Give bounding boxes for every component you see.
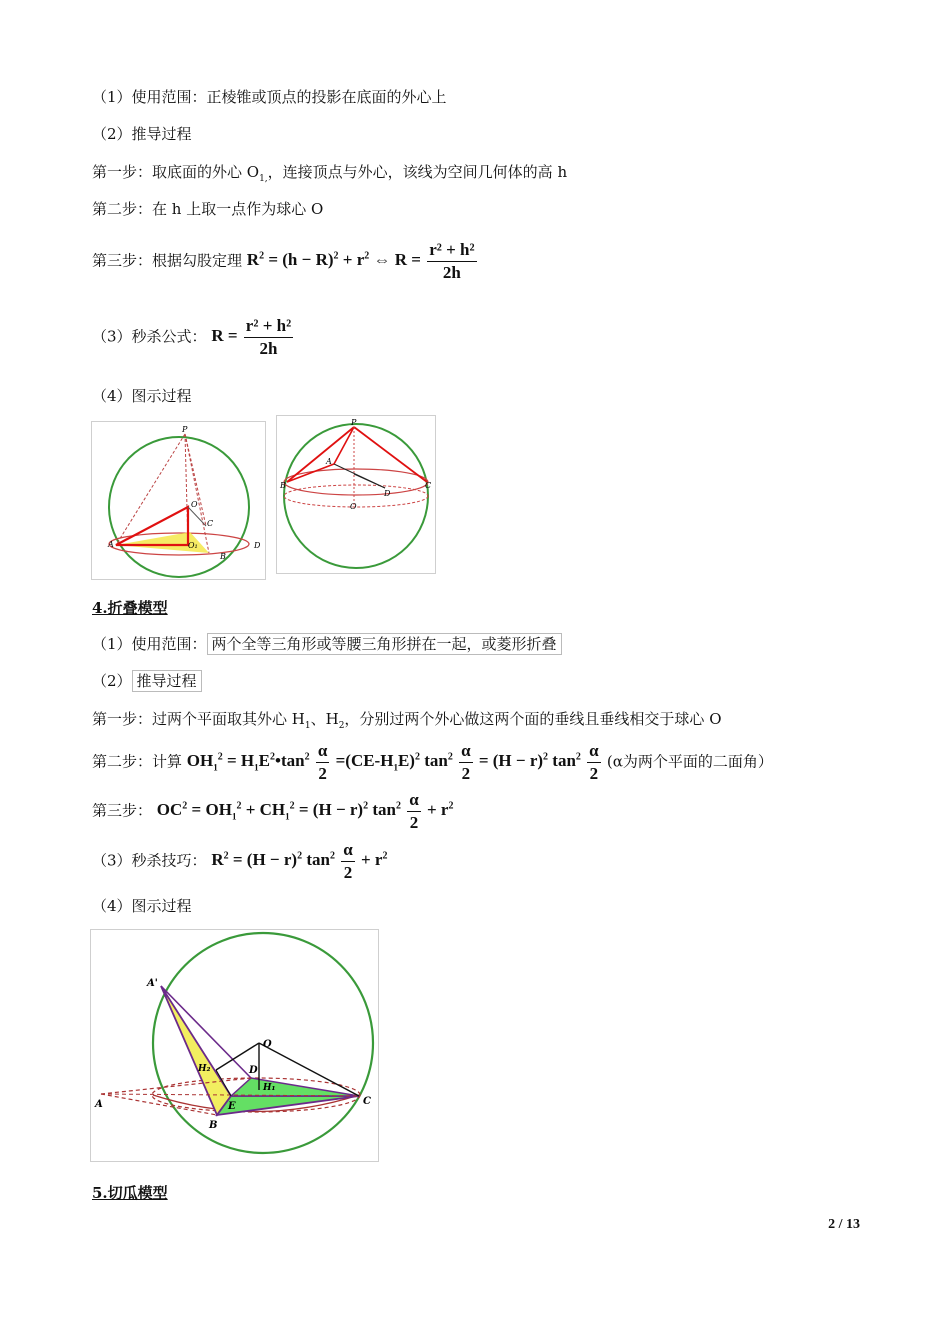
fig1-label-c: C [207,519,214,528]
trick-frac: $\frac{\alpha}{2}$ [343,840,353,882]
fig3-label-c: C [363,1096,371,1107]
s2-tan: •tan [275,751,305,771]
s2-frac-3: $\frac{\alpha}{2}$ [589,741,599,783]
formula-lhs: R = [211,326,242,346]
fig2-label-b: B [280,481,286,490]
figure-label: （4）图示过程 [92,387,192,405]
s2-oh: OH [186,751,214,771]
s2-tan2: tan [424,751,448,771]
section4-title: 4.折叠模型 [92,599,168,617]
step3-lhs: R [246,250,260,270]
step3-fraction [427,240,476,283]
trick-hr: = (H − r) [232,850,298,870]
sec4-step3-formula: $OC^2 = OH_1^2 + CH_1^2 = (H - r)^2$ $\tan^2$ $\frac{\alpha}{2}$ + $r^2$ [156,790,454,832]
sec4-step1-mid: 、H [310,710,339,728]
sec4-derive-line [92,670,202,691]
sec4-step2-label: 第二步：计算 [92,752,183,771]
fig3-label-h1: H₁ [263,1083,276,1093]
sec4-trick-line [92,840,387,883]
s2-h: = H [227,751,255,771]
s3-tan: tan [372,800,396,820]
fig1-label-p: P [182,425,188,434]
fig1-label-a: A [108,540,114,549]
s2-frac-2: $\frac{\alpha}{2}$ [461,741,471,783]
fig2-label-a: A [326,457,332,466]
step1-rest: ，连接顶点与外心，该线为空间几何体的高 h [267,163,568,181]
fig1-label-o1: O₁ [188,541,198,550]
fig1-label-d: D [254,541,261,550]
step3-line [92,240,479,283]
sec4-figure-label: （4）图示过程 [92,897,192,915]
s3-oc: OC [156,800,183,820]
step3-label: 第三步：根据勾股定理 [92,251,243,270]
fig3-label-h2: H₂ [198,1064,211,1074]
fraction-denominator: 2h [442,263,461,282]
formula-expression [211,316,295,358]
sec4-use-text: 两个全等三角形或等腰三角形拼在一起，或菱形折叠 [207,633,562,655]
fig1-label-o: O [191,500,198,509]
sec4-step1-sub2: 2 [338,721,345,731]
sec4-step2-formula: $OH_1^2$ = $H_1E^2•\tan^2$ $\frac{\alpha}{2}$ $=(CE-H_1E)^2$ $\tan^2$ $\frac{\alpha}{2}$ = $(H - r)^2$ $\tan^2$ $\frac{\alpha}{2}$ [186,741,599,783]
sec4-step2-line [92,741,773,784]
s3-ch: + CH [245,800,286,820]
s2-e: E [258,751,271,771]
s2-tan3: tan [552,751,576,771]
trick-tan: tan [306,850,330,870]
fig3-label-e: E [228,1101,236,1112]
s2-hr: = (H − r) [478,751,544,771]
sec4-step2-note: (α为两个平面的二面角） [606,752,773,771]
s3-oh: = OH [191,800,232,820]
sec4-step1-rest: ，分别过两个外心做这两个面的垂线且垂线相交于球心 O [344,710,722,728]
sec4-use-line [92,633,562,654]
step1-line [92,161,567,184]
sec4-derive-label: （2） [92,672,132,690]
sec4-step1-sub1: 1 [304,721,311,731]
step3-mid2: + r [342,250,365,270]
step2-line: 第二步：在 h 上取一点作为球心 O [92,200,324,218]
step3-formula: $R^2 = (h - R)^2 + r^2$ ⇔ R = $\frac{\text{r² + h²}}{2h}$ [246,240,475,282]
figure-folding-model [90,929,379,1162]
formula-label: （3）秒杀公式： [92,327,207,346]
fig3-label-d: D [249,1065,258,1076]
fig2-label-p: P [351,418,357,427]
sec4-trick-formula: $R^2 = (H - r)^2$ $\tan^2$ $\frac{\alpha}{2}$ + $r^2$ [211,840,388,882]
s3-r: + r [426,800,449,820]
fig3-label-b: B [209,1120,218,1131]
formula-numerator: r² + h² [245,316,292,335]
sec4-step1-text: 第一步：过两个平面取其外心 H [92,710,305,728]
formula-denominator: 2h [259,339,278,358]
trick-r: R [211,850,224,870]
step1-subscript: 1, [259,174,268,184]
formula-fraction [244,316,293,359]
sec4-step3-label: 第三步： [92,801,153,820]
fig2-label-d: D [384,489,391,498]
formula-line [92,316,295,359]
figure-pyramid-sphere-1 [91,421,266,580]
fig2-label-c: C [425,481,432,490]
sec4-derive-text: 推导过程 [132,670,202,692]
fig3-label-a1: A' [147,978,158,989]
page-number: 2 / 13 [828,1217,860,1232]
fraction-numerator: r² + h² [429,240,475,259]
sec4-use-label: （1）使用范围： [92,635,207,653]
step3-iff: ⇔ R = [373,250,426,270]
s2-ce: =(CE-H [335,751,394,771]
section5-title: 5.切瓜模型 [92,1184,168,1202]
s2-frac-1: $\frac{\alpha}{2}$ [317,741,328,783]
fig3-label-a: A [95,1099,103,1110]
sec4-step3-line [92,790,453,833]
sec4-step1-line [92,708,722,731]
step1-text: 第一步：取底面的外心 O [92,163,260,181]
figure-pyramid-sphere-2 [276,415,436,574]
s3-hr: = (H − r) [298,800,364,820]
s3-frac: $\frac{\alpha}{2}$ [409,790,419,832]
step3-mid: = (h − R) [268,250,334,270]
use-range-line: （1）使用范围：正棱锥或顶点的投影在底面的外心上 [92,88,447,106]
s2-e2: E) [397,751,415,771]
fig1-label-b: B [220,552,226,561]
trick-r2: + r [360,850,383,870]
derive-heading: （2）推导过程 [92,125,192,143]
fig3-label-o: O [263,1039,272,1050]
fig2-label-o: O [350,502,357,511]
sec4-trick-label: （3）秒杀技巧： [92,851,207,870]
